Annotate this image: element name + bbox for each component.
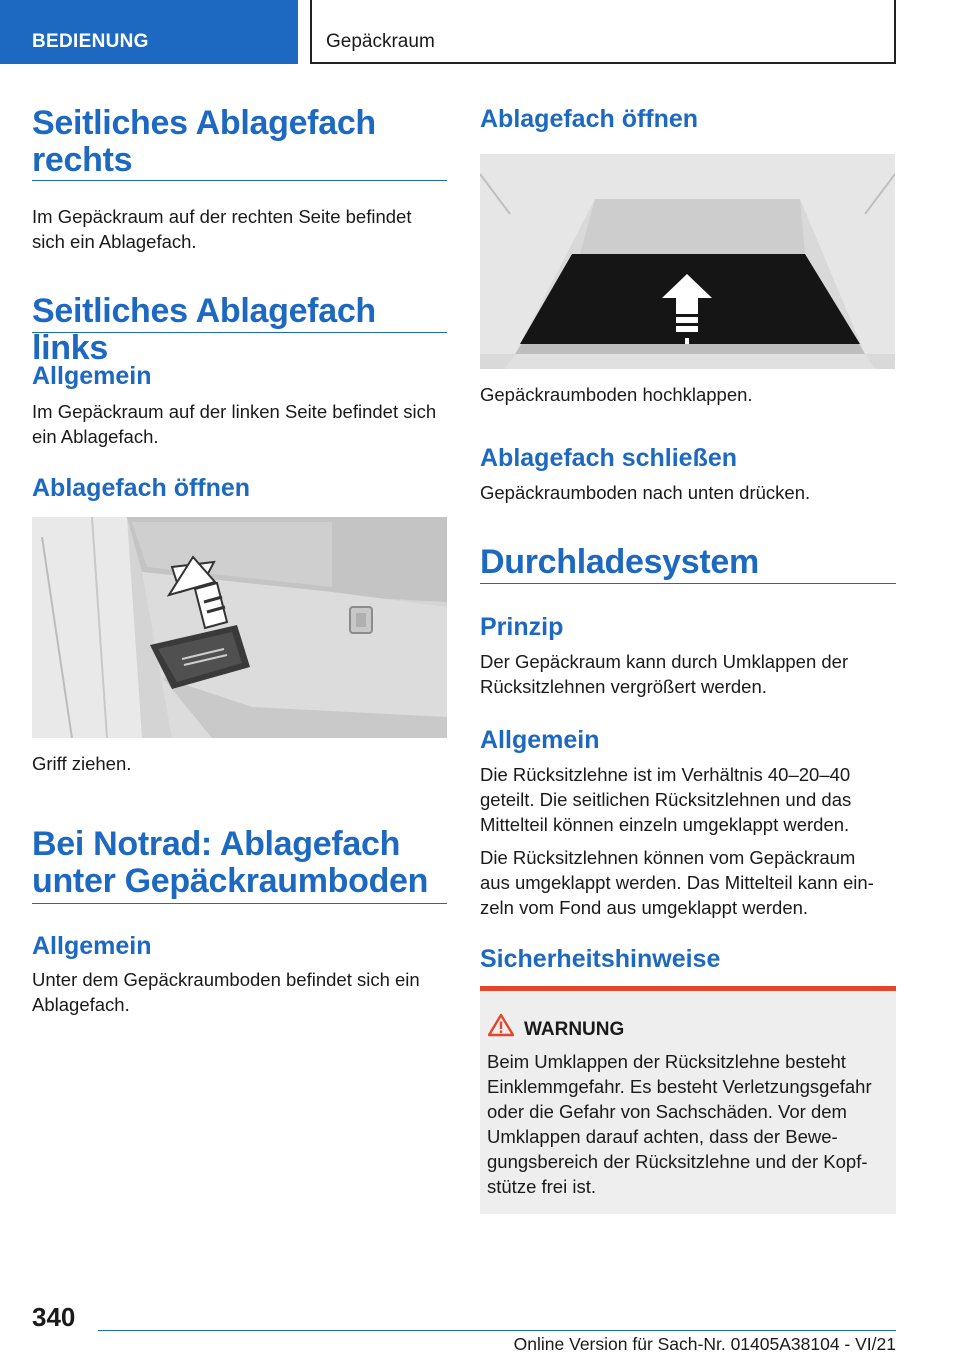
heading-prinzip: Prinzip: [480, 613, 564, 641]
warning-text: [487, 1049, 891, 1199]
heading-ablagefach-schliessen: Ablagefach schließen: [480, 444, 738, 472]
warning-triangle-icon: [488, 1013, 514, 1037]
heading-sicherheitshinweise: Sicherheitshinweise: [480, 945, 721, 973]
heading-durchladesystem: Durchladesystem: [480, 543, 759, 581]
side-compartment-illustration: [32, 517, 447, 738]
text-line: Beim Umklappen der Rücksitzlehne besteht: [487, 1051, 846, 1072]
footer-rule: [98, 1330, 896, 1331]
text-line: stütze frei ist.: [487, 1176, 596, 1197]
heading-line: rechts: [32, 141, 133, 179]
heading-line: Seitliches Ablagefach: [32, 104, 376, 142]
heading-line: unter Gepäckraumboden: [32, 862, 429, 900]
heading-allgemein: Allgemein: [32, 932, 152, 960]
heading-line: Bei Notrad: Ablagefach: [32, 825, 401, 863]
heading-rule: [480, 583, 896, 584]
header-topic-label: Gepäckraum: [326, 31, 435, 52]
text-line: Ablagefach.: [32, 994, 130, 1015]
paragraph-allgemein-right-1: [480, 762, 896, 837]
paragraph-allgemein-links: [32, 399, 452, 449]
text-line: Im Gepäckraum auf der rechten Seite befindet: [32, 206, 412, 227]
text-line: zeln vom Fond aus umgeklappt werden.: [480, 897, 809, 918]
figure-side-compartment: [32, 517, 447, 738]
caption-hochklappen: Gepäckraumboden hochklappen.: [480, 384, 753, 405]
text-line: Die Rücksitzlehnen können vom Gepäckraum: [480, 847, 856, 868]
caption-griff-ziehen: Griff ziehen.: [32, 753, 132, 774]
figure-trunk-floor: [480, 154, 895, 369]
text-line: Die Rücksitzlehne ist im Verhältnis 40–20–40: [480, 764, 851, 785]
text-line: oder die Gefahr von Sachschäden. Vor dem: [487, 1101, 847, 1122]
text-line: Der Gepäckraum kann durch Umklappen der: [480, 651, 849, 672]
heading-allgemein: Allgemein: [32, 362, 152, 390]
text-line: Einklemmgefahr. Es besteht Verletzungsgefahr: [487, 1076, 872, 1097]
text-line: aus umgeklappt werden. Das Mittelteil kann ein-: [480, 872, 874, 893]
warning-title: WARNUNG: [524, 1019, 625, 1040]
paragraph-allgemein-notrad: [32, 967, 452, 1017]
paragraph-allgemein-right-2: [480, 845, 896, 920]
trunk-floor-illustration: [480, 154, 895, 369]
paragraph-rechts: [32, 204, 447, 254]
text-line: ein Ablagefach.: [32, 426, 159, 447]
footer-version-text: Online Version für Sach-Nr. 01405A38104 - VI/21: [513, 1334, 896, 1354]
paragraph-prinzip: [480, 649, 896, 699]
heading-rule: [32, 903, 447, 904]
heading-ablagefach-oeffnen-right: Ablagefach öffnen: [480, 105, 699, 133]
heading-allgemein-right: Allgemein: [480, 726, 600, 754]
text-line: geteilt. Die seitlichen Rücksitzlehnen und das: [480, 789, 852, 810]
header-section-tab: [0, 0, 298, 64]
header-topic-box: [310, 0, 896, 64]
warning-box: [480, 986, 896, 1214]
heading-seitliches-ablagefach-links: Seitliches Ablagefach links: [32, 292, 376, 367]
text-line: sich ein Ablagefach.: [32, 231, 197, 252]
page-number: 340: [32, 1302, 76, 1332]
text-line: Unter dem Gepäckraumboden befindet sich ein: [32, 969, 420, 990]
heading-rule: [32, 180, 447, 181]
text-line: Rücksitzlehnen vergrößert werden.: [480, 676, 767, 697]
heading-rule: [32, 332, 447, 333]
paragraph-schliessen: Gepäckraumboden nach unten drücken.: [480, 482, 811, 503]
heading-bei-notrad: [32, 826, 447, 900]
header-section-label: BEDIENUNG: [32, 31, 149, 52]
heading-ablagefach-oeffnen: Ablagefach öffnen: [32, 474, 251, 502]
text-line: Mittelteil können einzeln umgeklappt werden.: [480, 814, 850, 835]
text-line: gungsbereich der Rücksitzlehne und der Kopf-: [487, 1151, 868, 1172]
text-line: Im Gepäckraum auf der linken Seite befindet sich: [32, 401, 437, 422]
text-line: Umklappen darauf achten, dass der Bewe-: [487, 1126, 838, 1147]
heading-seitliches-ablagefach-rechts: [32, 105, 447, 179]
